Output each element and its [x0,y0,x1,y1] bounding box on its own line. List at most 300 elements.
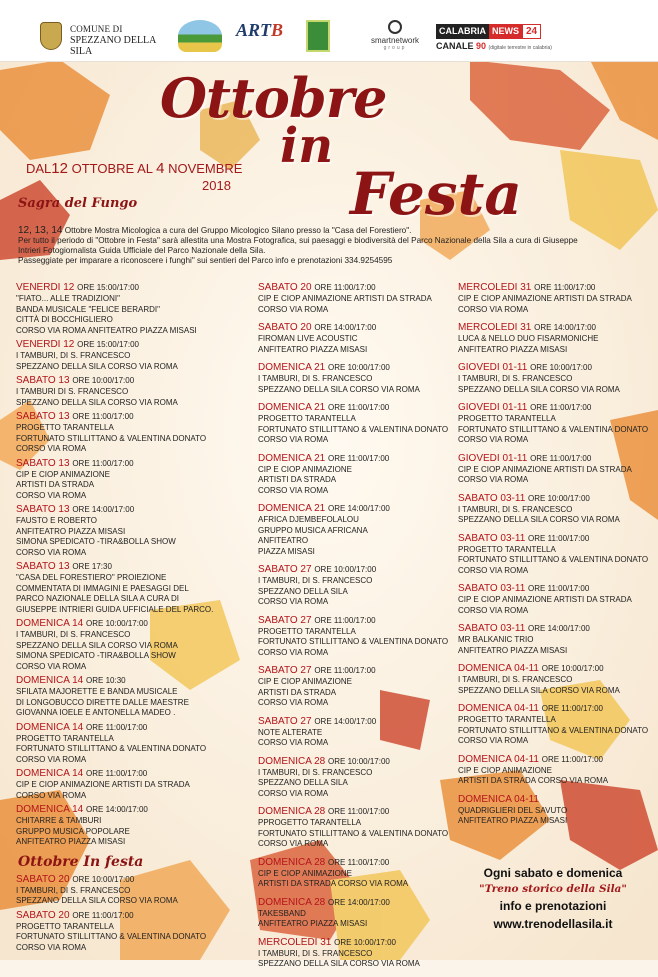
event-detail-line: I TAMBURI, DI S. FRANCESCO [458,675,573,684]
event-day: DOMENICA 28 [258,806,326,817]
event-time: ORE 11:00/17:00 [314,666,376,675]
event-header [16,722,248,734]
ad-line-1: Ogni sabato e domenica [483,866,623,880]
event-detail-line: ANFITEATRO PIAZZA MISASI [458,344,568,354]
event-list-1 [16,282,248,848]
event-time: ORE 11:00/17:00 [72,412,134,421]
event-header [258,756,456,768]
canale-sub: (digitale terrestre in calabria) [488,45,552,51]
event-header [458,583,654,595]
event-detail-line: SPEZZANO DELLA SILA CORSO VIA ROMA [258,959,420,968]
event-detail-line: I TAMBURI, DI S. FRANCESCO [16,351,131,360]
event-header [16,411,248,423]
event-detail-line: GRUPPO MUSICA AFRICANA [258,525,368,535]
event-detail-line: CIP E CIOP ANIMAZIONE [258,868,352,878]
event-item [16,675,248,719]
ad-line-3: info e prenotazioni [499,899,607,913]
event-detail-line: PROGETTO TARANTELLA [458,414,556,423]
event-item [458,623,654,656]
event-detail-line: CORSO VIA ROMA [258,788,329,798]
date-year: 2018 [202,178,231,193]
title-ottobre: Ottobre [160,66,387,130]
canale-number: 90 [476,41,487,51]
dates-prefix: DAL [26,161,52,176]
event-time: ORE 11:00/17:00 [328,857,390,867]
event-detail-line: BANDA MUSICALE "FELICE BERARDI" [16,304,160,314]
event-item [458,533,654,577]
event-time: ORE 11:00/17:00 [314,615,376,625]
event-detail-line: CORSO VIA ROMA [16,490,87,500]
event-day: DOMENICA 21 [258,452,326,464]
event-header [16,675,248,687]
event-detail-line: SPEZZANO DELLA SILA CORSO VIA ROMA [16,896,178,905]
event-detail-line: SPEZZANO DELLA SILA [258,586,348,596]
event-detail-line: PPROGETTO TARANTELLA [258,818,362,827]
event-detail-line: FIROMAN LIVE ACOUSTIC [258,334,358,343]
event-item [458,453,654,486]
event-detail-line: ANFITEATRO PIAZZA MISASI [258,919,368,928]
event-day: MERCOLEDI 31 [458,322,532,333]
artb-logo-text: ART [236,20,272,40]
event-time: ORE 10:00/17:00 [328,756,390,766]
intro-line-2: Per tutto il periodo di "Ottobre in Festa" sarà allestita una Mostra Fotografica, sui paesaggi e biodiversità del Parco Nazionale della Sila a cura di Giuseppe [18,236,578,245]
event-detail-line: CORSO VIA ROMA [258,738,329,747]
event-detail-line: CORSO VIA ROMA [16,547,87,557]
ottobre-in-festa-subtitle: Ottobre In festa [18,853,144,870]
event-time: ORE 17:30 [72,562,112,571]
event-detail-line: SIMONA SPEDICATO -TIRA&BOLLA SHOW [16,537,176,546]
event-day: SABATO 27 [258,665,312,676]
event-detail-line: SPEZZANO DELLA SILA CORSO VIA ROMA [458,515,620,524]
event-header [258,362,456,374]
event-detail-line: QUADRIGLIERI DEL SAVUTO [458,805,568,815]
event-day: SABATO 13 [16,375,70,386]
event-detail-line: I TAMBURI, DI S. FRANCESCO [258,948,373,958]
event-time: ORE 11:00/17:00 [328,453,390,463]
event-day: SABATO 27 [258,564,312,575]
event-item [458,663,654,696]
event-detail-line: AFRICA DJEMBEFOLALOU [258,515,359,524]
event-time: ORE 14:00/17:00 [314,323,377,332]
event-detail-line: SPEZZANO DELLA SILA CORSO VIA ROMA [258,384,420,394]
event-day: SABATO 13 [16,504,70,515]
event-time: ORE 11:00/17:00 [72,458,134,468]
event-detail-line: FORTUNATO STILLITTANO & VALENTINA DONATO [16,744,207,753]
event-day: SABATO 20 [258,282,312,293]
event-day: VENERDI 12 [16,339,75,350]
intro-line-4: Passeggiate per imparare a riconoscere i funghi" sui sentieri del Parco info e prenotazioni 334.9254595 [18,256,393,265]
event-detail-line: "FIATO... ALLE TRADIZIONI" [16,294,120,303]
event-header [258,806,456,818]
event-time: ORE 11:00/17:00 [72,910,134,920]
event-time: ORE 14:00/17:00 [534,323,596,332]
event-detail-line: MR BALKANIC TRIO [458,635,534,644]
event-item [258,362,456,395]
event-day: DOMENICA 04-11 [458,663,539,674]
event-header [458,402,654,414]
event-time: ORE 11:00/17:00 [541,754,603,764]
event-detail-line: FORTUNATO STILLITTANO & VALENTINA DONATO [16,932,207,941]
event-item [258,503,456,557]
event-time: ORE 14:00/17:00 [72,505,135,514]
event-detail-line: CORSO VIA ROMA [16,661,87,671]
event-detail-line: COMMENTATA DI IMMAGINI E PAESAGGI DEL [16,583,189,593]
event-detail-line: "CASA DEL FORESTIERO" PROIEZIONE [16,573,167,582]
canale-label: CANALE [436,41,474,51]
event-time: ORE 14:00/17:00 [328,897,390,907]
event-header [458,663,654,675]
event-item [16,768,248,801]
dates-end: NOVEMBRE [164,161,243,176]
event-item [258,322,456,355]
event-detail-line: DI LONGOBUCCO DIRETTE DALLE MAESTRE [16,697,189,707]
event-header [458,754,654,766]
event-header [16,504,248,516]
event-detail-line: ANFITEATRO PIAZZA MISASI [16,526,126,536]
event-time: ORE 10:00/17:00 [314,565,377,574]
event-day: DOMENICA 14 [16,618,84,629]
event-item [258,716,456,749]
event-item [16,722,248,766]
event-item [258,453,456,497]
event-detail-line: PROGETTO TARANTELLA [16,423,114,432]
event-detail-line: CIP E CIOP ANIMAZIONE [16,469,110,479]
event-time: ORE 11:00/17:00 [86,722,148,732]
artb-logo [236,20,292,52]
event-header [458,322,654,334]
date-range [26,160,242,177]
green-logo-icon [306,20,330,52]
event-item [458,493,654,526]
event-header [258,453,456,465]
event-detail-line: SPEZZANO DELLA SILA CORSO VIA ROMA [16,397,178,407]
intro-days: 12, 13, 14 [18,225,63,236]
title-in: in [280,118,334,174]
event-day: SABATO 27 [258,715,312,727]
event-detail-line: CIP E CIOP ANIMAZIONE ARTISTI DA STRADA [458,464,632,474]
event-item [458,322,654,355]
dates-day2: 4 [156,160,165,177]
event-list-3 [458,282,654,827]
event-header [258,857,456,869]
event-item [16,411,248,455]
event-header [458,533,654,545]
event-day: DOMENICA 21 [258,362,326,373]
event-item [16,282,248,336]
event-detail-line: I TAMBURI, DI S. FRANCESCO [458,504,573,514]
event-detail-line: CORSO VIA ROMA [16,444,87,453]
event-item [258,402,456,446]
event-day: DOMENICA 28 [258,856,326,868]
event-header [258,937,456,949]
event-detail-line: CORSO VIA ROMA [258,597,329,606]
event-detail-line: CIP E CIOP ANIMAZIONE [258,464,352,474]
title-festa: Festa [350,160,522,228]
event-detail-line: CORSO VIA ROMA [258,839,329,848]
event-detail-line: CORSO VIA ROMA [258,304,329,314]
event-detail-line: ANFITEATRO PIAZZA MISASI [16,837,126,846]
event-detail-line: I TAMBURI, DI S. FRANCESCO [16,885,131,895]
event-time: ORE 14:00/17:00 [328,504,390,513]
event-day: DOMENICA 21 [258,402,326,413]
event-header [458,282,654,294]
event-time: ORE 11:00/17:00 [86,769,148,778]
event-header [458,362,654,374]
event-detail-line: ARTISTI DA STRADA [258,475,337,484]
event-header [258,402,456,414]
event-detail-line: PROGETTO TARANTELLA [258,414,356,423]
event-header [458,703,654,715]
event-header [16,458,248,470]
event-item [458,583,654,616]
event-time: ORE 11:00/17:00 [314,283,376,292]
news-24-label: 24 [522,24,541,39]
event-header [458,453,654,465]
event-header [16,375,248,387]
event-detail-line: CORSO VIA ROMA [258,647,329,657]
event-time: ORE 11:00/17:00 [534,283,596,292]
event-item [258,282,456,315]
event-time: ORE 10:00/17:00 [72,376,135,385]
event-day: DOMENICA 28 [258,896,326,908]
event-day: DOMENICA 14 [16,675,84,686]
event-detail-line: ARTISTI DA STRADA CORSO VIA ROMA [258,879,409,888]
event-detail-line: CORSO VIA ROMA ANFITEATRO PIAZZA MISASI [16,325,197,335]
event-time: ORE 11:00/17:00 [528,584,590,593]
event-item [458,402,654,446]
event-day: SABATO 20 [258,322,312,333]
event-time: ORE 10:00/17:00 [541,664,604,673]
event-time: ORE 11:00/17:00 [530,453,592,463]
event-day: SABATO 03-11 [458,583,526,594]
event-header [258,282,456,294]
event-day: MERCOLEDI 31 [258,936,332,948]
event-header [258,322,456,334]
event-time: ORE 10:30 [86,676,126,685]
event-detail-line: CIP E CIOP ANIMAZIONE [258,677,352,686]
event-detail-line: CORSO VIA ROMA [458,565,529,575]
train-ad [458,866,648,931]
event-item [16,339,248,372]
event-detail-line: CIP E CIOP ANIMAZIONE [458,765,552,775]
event-time: ORE 15:00/17:00 [77,283,139,292]
event-item [258,665,456,709]
event-header [16,804,248,816]
ad-website-link[interactable]: www.trenodellasila.it [493,917,613,931]
event-item [16,804,248,848]
event-day: SABATO 27 [258,614,312,626]
event-detail-line: I TAMBURI, DI S. FRANCESCO [258,767,373,777]
event-detail-line: SPEZZANO DELLA SILA CORSO VIA ROMA [16,640,178,650]
event-day: DOMENICA 14 [16,721,84,733]
event-detail-line: CORSO VIA ROMA [458,304,529,314]
event-detail-line: TAKESBAND [258,908,306,918]
event-time: ORE 11:00/17:00 [528,533,590,543]
event-item [16,561,248,615]
event-day: DOMENICA 04-11 [458,753,539,765]
event-day: DOMENICA 28 [258,755,326,767]
event-detail-line: GIUSEPPE INTRIERI GUIDA UFFICIALE DEL PARCO. [16,604,214,614]
ad-line-2: "Treno storico della Sila" [479,883,627,895]
event-header [258,503,456,515]
event-detail-line: ANFITEATRO PIAZZA MISASI [258,344,368,354]
event-day: VENERDI 12 [16,282,75,293]
event-day: SABATO 20 [16,909,70,921]
event-detail-line: NOTE ALTERATE [258,727,323,737]
event-day: GIOVEDI 01-11 [458,362,528,373]
event-time: ORE 14:00/17:00 [528,624,590,633]
event-detail-line: CORSO VIA ROMA [16,754,87,764]
event-detail-line: CIP E CIOP ANIMAZIONE ARTISTI DA STRADA [458,595,632,604]
dates-day1: 12 [51,160,68,177]
schedule-column-3 [458,282,654,834]
event-header [258,665,456,677]
event-time: ORE 10:00/17:00 [334,937,396,947]
event-item [258,756,456,800]
event-day: DOMENICA 04-11 [458,793,539,805]
event-day: SABATO 13 [16,411,70,422]
event-detail-line: ANFITEATRO PIAZZA MISASI [458,645,568,655]
event-item [258,806,456,850]
event-item [16,910,248,954]
event-detail-line: PROGETTO TARANTELLA [16,733,114,743]
sagra-subtitle: Sagra del Fungo [18,196,138,211]
event-time: ORE 10:00/17:00 [328,363,390,372]
event-detail-line: FORTUNATO STILLITTANO & VALENTINA DONATO [458,555,649,564]
intro-text [18,226,638,266]
event-item [16,375,248,408]
event-detail-line: PIAZZA MISASI [258,546,315,556]
event-detail-line: FORTUNATO STILLITTANO & VALENTINA DONATO [258,637,449,646]
event-item [258,564,456,608]
event-item [258,937,456,970]
event-day: SABATO 13 [16,561,70,572]
event-detail-line: CORSO VIA ROMA [16,942,87,952]
event-detail-line: PROGETTO TARANTELLA [258,626,356,636]
event-header [458,623,654,635]
event-header [16,561,248,573]
event-time: ORE 11:00/17:00 [530,403,592,412]
event-detail-line: CORSO VIA ROMA [458,475,529,484]
event-header [258,564,456,576]
event-time: ORE 10:00/17:00 [86,619,148,628]
event-detail-line: PROGETTO TARANTELLA [458,544,556,554]
calabria-news-logo [436,24,618,56]
event-detail-line: SPEZZANO DELLA SILA CORSO VIA ROMA [16,361,178,371]
event-time: ORE 15:00/17:00 [77,340,139,349]
event-header [16,282,248,294]
event-day: GIOVEDI 01-11 [458,402,528,413]
event-day: DOMENICA 14 [16,804,84,815]
event-detail-line: I TAMBURI DI S. FRANCESCO [16,387,129,396]
event-item [258,615,456,659]
event-time: ORE 11:00/17:00 [328,403,390,412]
event-detail-line: FORTUNATO STILLITTANO & VALENTINA DONATO [258,828,449,838]
event-day: SABATO 20 [16,873,70,885]
event-detail-line: PARCO NAZIONALE DELLA SILA A CURA DI [16,594,180,603]
event-item [258,897,456,930]
event-header [258,615,456,627]
parco-sila-logo-icon [178,20,222,52]
event-detail-line: CORSO VIA ROMA [458,605,529,615]
event-item [16,618,248,672]
event-day: GIOVEDI 01-11 [458,452,528,464]
event-detail-line: SPEZZANO DELLA SILA CORSO VIA ROMA [458,685,620,695]
sponsor-logo-bar [0,0,658,62]
globe-icon [388,20,402,34]
event-detail-line: CIP E CIOP ANIMAZIONE ARTISTI DA STRADA [258,294,432,303]
event-header [258,716,456,728]
event-detail-line: CIP E CIOP ANIMAZIONE ARTISTI DA STRADA [458,294,632,303]
comune-label: COMUNE DI [70,24,123,34]
event-detail-line: SFILATA MAJORETTE E BANDA MUSICALE [16,687,178,696]
event-time: ORE 10:00/17:00 [530,363,592,372]
event-time: ORE 11:00/17:00 [541,704,603,713]
smartnetwork-sub: group [383,45,407,51]
event-detail-line: PROGETTO TARANTELLA [458,715,556,724]
event-time: ORE 14:00/17:00 [86,805,148,814]
event-item [16,504,248,558]
event-day: DOMENICA 21 [258,503,326,514]
event-detail-line: PROGETTO TARANTELLA [16,921,114,931]
intro-line-1: Ottobre Mostra Micologica a cura del Gruppo Micologico Silano presso la "Casa del Forestiero". [62,226,412,235]
event-detail-line: ANFITEATRO [258,536,309,545]
event-time: ORE 11:00/17:00 [328,807,390,816]
dates-mid: OTTOBRE AL [67,161,157,176]
event-day: DOMENICA 14 [16,768,84,779]
event-detail-line: CHITARRE & TAMBURI [16,816,102,825]
event-detail-line: CORSO VIA ROMA [16,790,87,800]
event-detail-line: CORSO VIA ROMA [458,736,529,745]
event-detail-line: FORTUNATO STILLITTANO & VALENTINA DONATO [258,424,449,434]
event-day: SABATO 03-11 [458,532,526,544]
event-detail-line: FORTUNATO STILLITTANO & VALENTINA DONATO [458,424,649,434]
event-detail-line: ARTISTI DA STRADA [16,480,95,489]
event-list-2 [258,282,456,970]
intro-line-3: Intrieri Fotogiornalista Guida Ufficiale del Parco Nazionale della Sila. [18,246,266,255]
event-detail-line: I TAMBURI, DI S. FRANCESCO [258,374,373,383]
event-header [458,493,654,505]
event-time: ORE 14:00/17:00 [314,716,377,726]
schedule-column-1 [16,282,248,956]
event-detail-line: FORTUNATO STILLITTANO & VALENTINA DONATO [458,725,649,735]
event-detail-line: ARTISTI DA STRADA [258,687,337,697]
artb-logo-b: B [271,20,284,40]
calabria-label: CALABRIA [436,24,489,39]
event-item [258,857,456,890]
event-detail-line: FORTUNATO STILLITTANO & VALENTINA DONATO [16,433,207,443]
event-detail-line: CORSO VIA ROMA [458,435,529,444]
smartnetwork-name: smartnetwork [370,36,419,45]
event-header [16,339,248,351]
event-header [16,910,248,922]
event-time: ORE 10:00/17:00 [528,493,590,503]
event-day: DOMENICA 04-11 [458,703,539,714]
event-detail-line: CIP E CIOP ANIMAZIONE ARTISTI DA STRADA [16,780,190,789]
crest-icon [40,22,62,50]
event-detail-line: CORSO VIA ROMA [258,698,329,707]
event-item [458,282,654,315]
event-time: ORE 10:00/17:00 [72,874,135,884]
event-detail-line: ANFITEATRO PIAZZA MISASI [458,816,568,825]
event-day: SABATO 13 [16,457,70,469]
event-detail-line: FAUSTO E ROBERTO [16,516,97,525]
event-item [16,458,248,502]
event-detail-line: SIMONA SPEDICATO -TIRA&BOLLA SHOW [16,651,176,660]
smartnetwork-logo [360,20,430,52]
event-detail-line: LUCA & NELLO DUO FISARMONICHE [458,334,599,343]
event-day: MERCOLEDI 31 [458,282,532,293]
